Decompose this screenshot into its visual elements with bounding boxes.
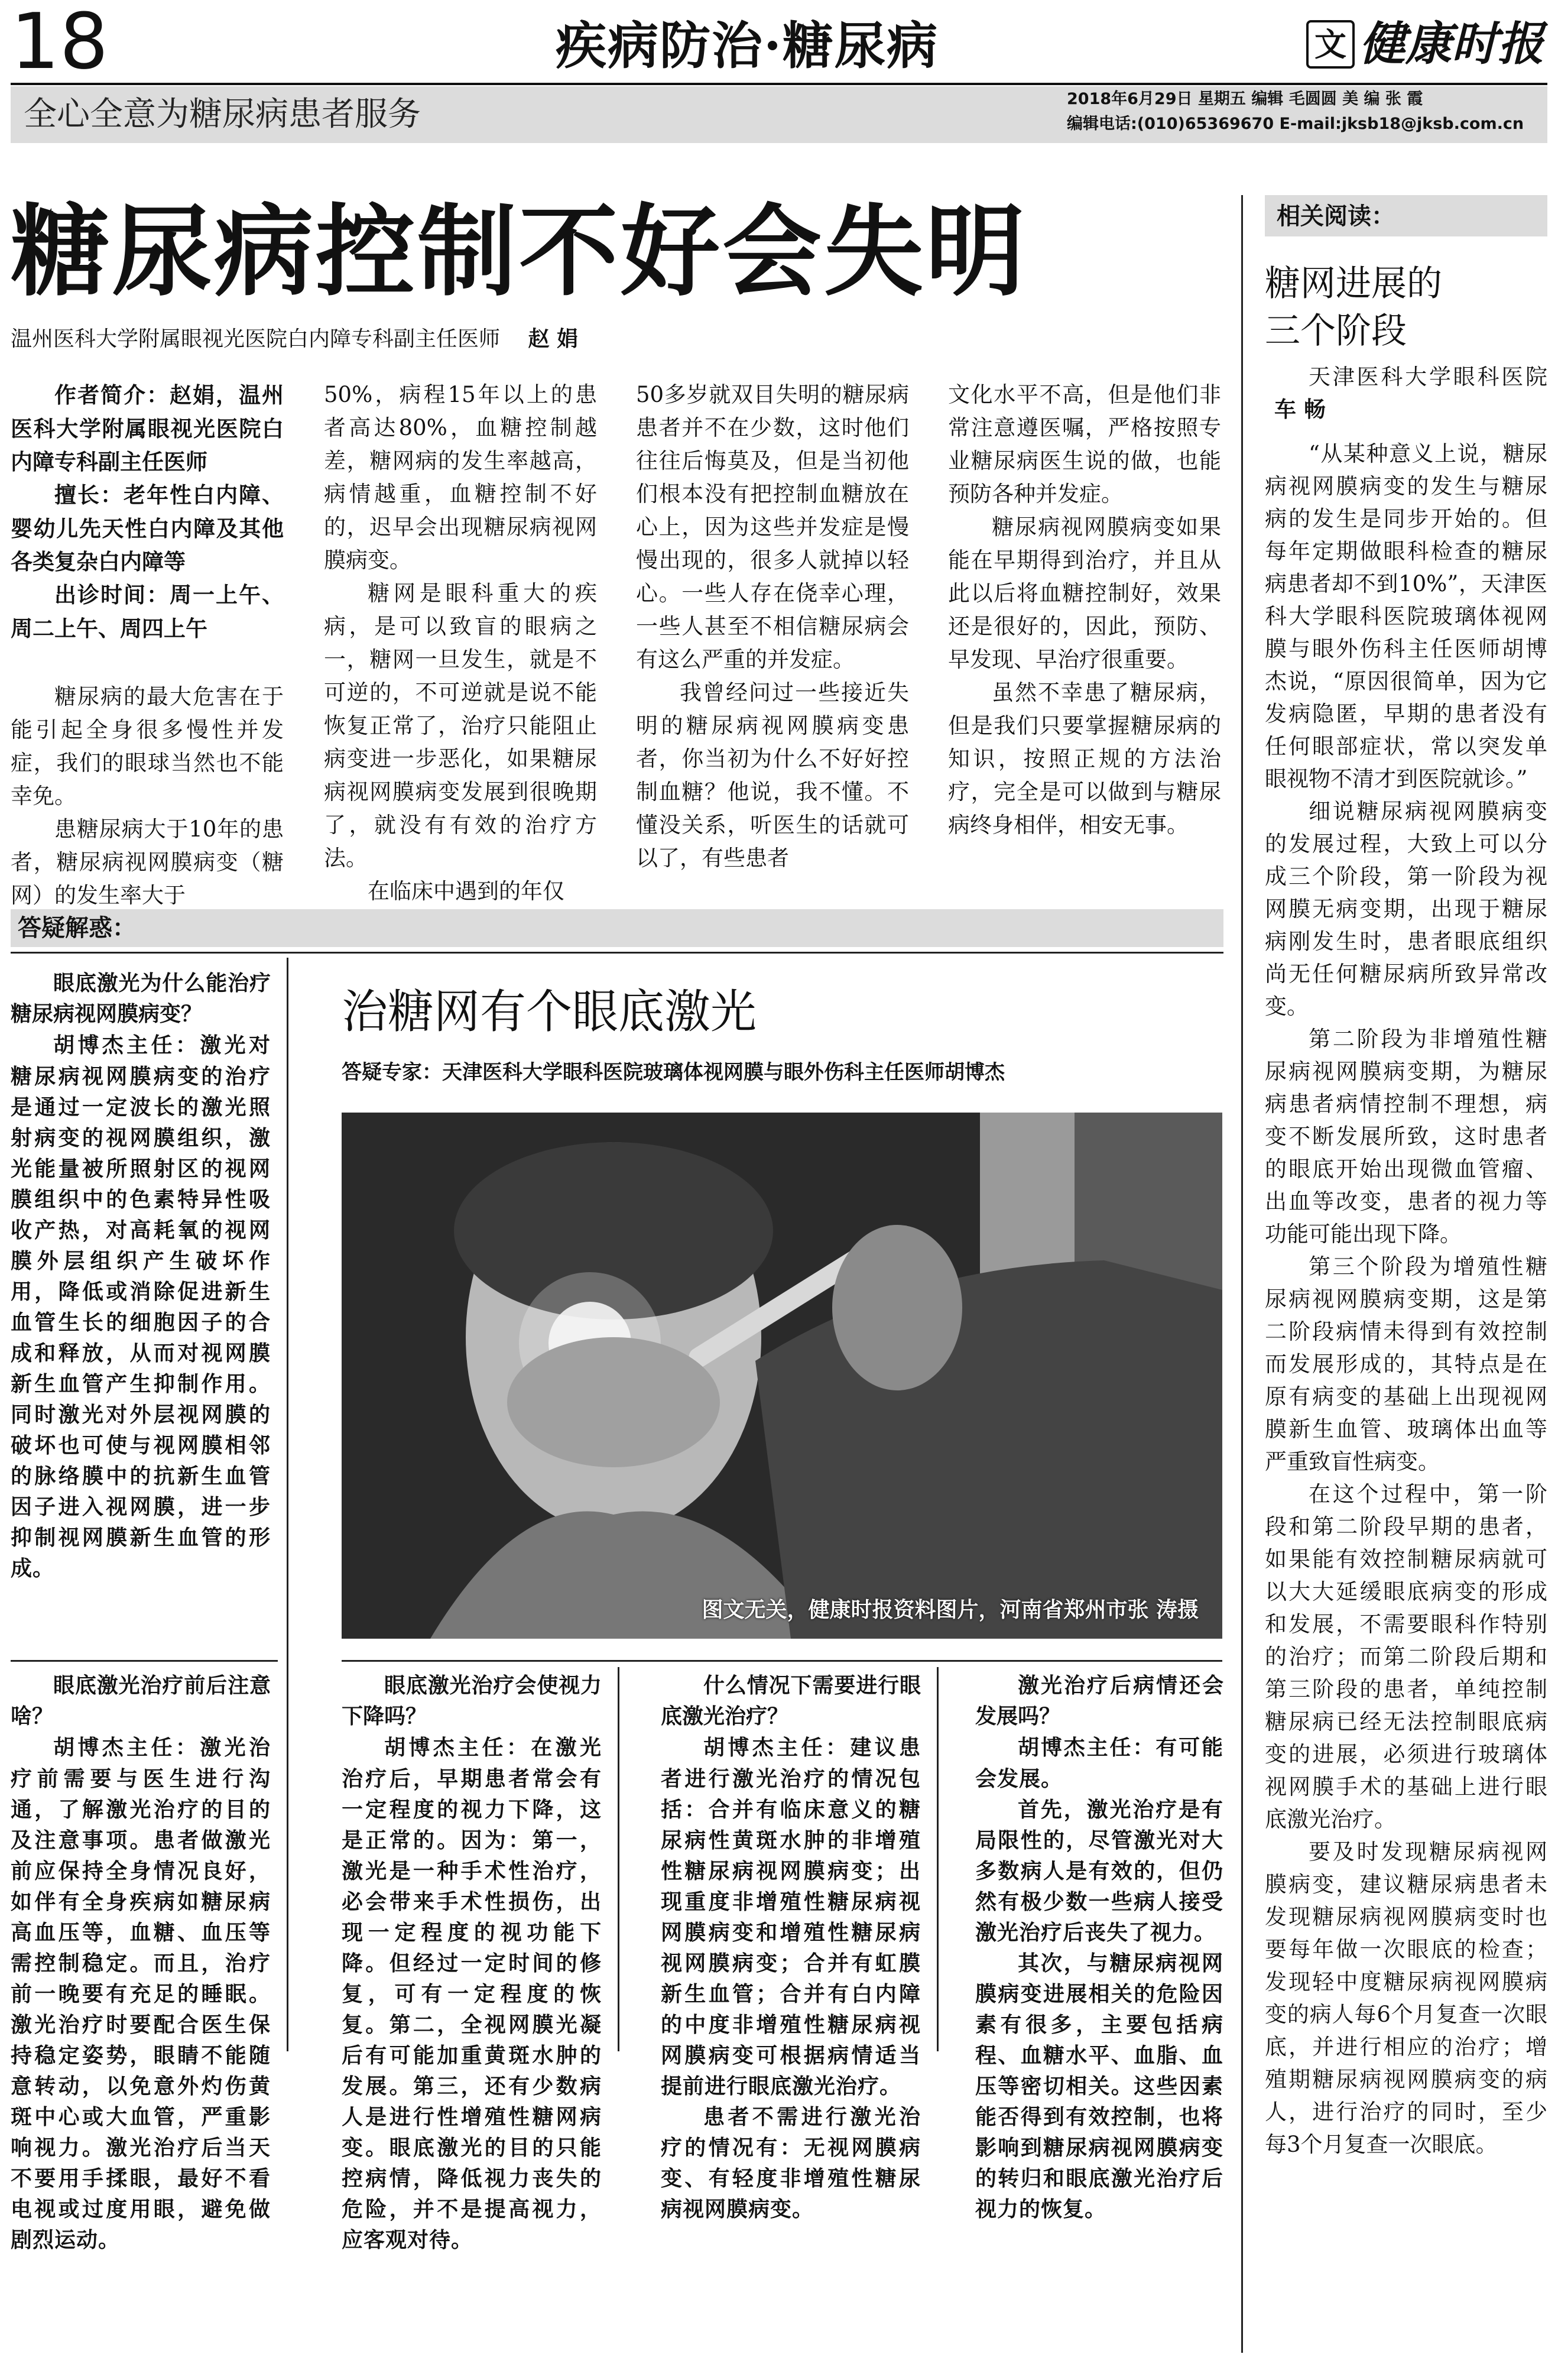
paragraph: 要及时发现糖尿病视网膜病变，建议糖尿病患者未发现糖尿病视网膜病变时也要每年做一次眼底的检查；发现轻中度糖尿病视网膜病变的病人每6个月复查一次眼底，并进行相应的治疗；增殖期糖尿病视网膜病变的病人，进行治疗的同时，至少每3个月复查一次眼底。	[1265, 1839, 1547, 2157]
question-2: 眼底激光治疗前后注意啥？	[11, 1674, 271, 1729]
qa-column-3	[342, 1671, 602, 2255]
article-column-1	[11, 378, 284, 912]
qa-rule	[342, 1660, 1222, 1662]
qa-banner: 答疑解惑：	[18, 915, 136, 942]
paragraph: 第三个阶段为增殖性糖尿病视网膜病变期，这是第二阶段病情未得到有效控制而发展形成的，其特点是在原有病变的基础上出现视网膜新生血管、玻璃体出血等严重致盲性病变。	[1265, 1254, 1547, 1474]
qa-column-4	[661, 1671, 921, 2225]
qa-column-5	[975, 1671, 1223, 2225]
sidebar-title: 糖网进展的三个阶段	[1265, 263, 1442, 352]
answer-3: 胡博杰主任：在激光治疗后，早期患者常会有一定程度的视力下降，这是正常的。因为：第一，激光是一种手术性治疗，必会带来手术性损伤，出现一定程度的视功能下降。但经过一定时间的修复，可有一定程度的恢复。第二，全视网膜光凝后有可能加重黄斑水肿的发展。第三，还有少数病人是进行性增殖性糖网病变。眼底激光的目的只能控病情，降低视力丧失的危险，并不是提高视力，应客观对待。	[342, 1735, 602, 2252]
qa-column-left-2	[11, 1671, 271, 2255]
question-4: 什么情况下需要进行眼底激光治疗？	[661, 1674, 921, 1729]
question-1: 眼底激光为什么能治疗糖尿病视网膜病变？	[11, 971, 271, 1026]
newspaper-logo	[1306, 18, 1554, 71]
paragraph: 在临床中遇到的年仅	[368, 878, 564, 904]
qa-top-rule	[11, 952, 1223, 954]
paragraph: 患糖尿病大于10年的患者，糖尿病视网膜病变（糖网）的发生率大于	[11, 816, 284, 908]
byline-name: 赵 娟	[528, 327, 579, 351]
article-column-4	[948, 378, 1221, 842]
answer-4: 胡博杰主任：建议患者进行激光治疗的情况包括：合并有临床意义的糖尿病性黄斑水肿的非增殖性糖尿病视网膜病变；出现重度非增殖性糖尿病视网膜病变和增殖性糖尿病视网膜病变；合并有虹膜新生血管；合并有白内障的中度非增殖性糖尿病视网膜病变可根据病情适当提前进行眼底激光治疗。	[661, 1735, 921, 2099]
qa-title: 治糖网有个眼底激光	[342, 985, 757, 1039]
answer-5b: 首先，激光治疗是有局限性的，尽管激光对大多数病人是有效的，但仍然有极少数一些病人接受激光治疗后丧失了视力。	[975, 1797, 1223, 1945]
qa-rule	[11, 1660, 278, 1662]
sidebar-divider	[1241, 195, 1243, 2353]
question-3: 眼底激光治疗会使视力下降吗？	[342, 1674, 602, 1729]
clinic-hours: 出诊时间：周一上午、周二上午、周四上午	[11, 582, 284, 641]
paragraph: 50多岁就双目失明的糖尿病患者并不在少数，这时他们往往后悔莫及，但是当初他们根本没有把控制血糖放在心上，因为这些并发症是慢慢出现的，很多人就掉以轻心。一些人存在侥幸心理，一些人甚至不相信糖尿病会有这么严重的并发症。	[636, 382, 909, 672]
paragraph: 糖尿病的最大危害在于能引起全身很多慢性并发症，我们的眼球当然也不能幸免。	[11, 684, 284, 809]
sidebar-author: 天津医科大学眼科医院 车 畅	[1274, 364, 1547, 422]
slogan: 全心全意为糖尿病患者服务	[24, 95, 421, 134]
answer-1: 胡博杰主任：激光对糖尿病视网膜病变的治疗是通过一定波长的激光照射病变的视网膜组织，激光能量被所照射区的视网膜组织中的色素特异性吸收产热，对高耗氧的视网膜外层组织产生破坏作用，降低或消除促进新生血管生长的细胞因子的合成和释放，从而对视网膜新生血管产生抑制作用。同时激光对外层视网膜的破坏也可使与视网膜相邻的脉络膜中的抗新生血管因子进入视网膜，进一步抑制视网膜新生血管的形成。	[11, 1033, 271, 1581]
paragraph: 第二阶段为非增殖性糖尿病视网膜病变期，为糖尿病患者病情控制不理想，病变不断发展所致，这时患者的眼底开始出现微血管瘤、出血等改变，患者的视力等功能可能出现下降。	[1265, 1026, 1547, 1247]
byline-affiliation: 温州医科大学附属眼视光医院白内障专科副主任医师	[11, 327, 501, 351]
qa-column-left	[11, 968, 271, 1584]
answer-2: 胡博杰主任：激光治疗前需要与医生进行沟通，了解激光治疗的目的及注意事项。患者做激光前应保持全身情况良好，如伴有全身疾病如糖尿病高血压等，血糖、血压等需控制稳定。而且，治疗前一晚要有充足的睡眠。激光治疗时要配合医生保持稳定姿势，眼睛不能随意转动，以免意外灼伤黄斑中心或大血管，严重影响视力。激光治疗后当天不要用手揉眼，最好不看电视或过度用眼，避免做剧烈运动。	[11, 1735, 271, 2252]
photo-scene-icon	[342, 1113, 1222, 1639]
section-title: 疾病防治·糖尿病	[556, 16, 939, 76]
qa-expert: 答疑专家：天津医科大学眼科医院玻璃体视网膜与眼外伤科主任医师胡博杰	[342, 1061, 1005, 1084]
paragraph: 细说糖尿病视网膜病变的发展过程，大致上可以分成三个阶段，第一阶段为视网膜无病变期，出现于糖尿病刚发生时，患者眼底组织尚无任何糖尿病所致异常改变。	[1265, 799, 1547, 1019]
logo-mark-icon: 文	[1306, 20, 1355, 69]
paragraph: 糖网是眼科重大的疾病，是可以致盲的眼病之一，糖网一旦发生，就是不可逆的，不可逆就是说不能恢复正常了，治疗只能阻止病变进一步恶化，如果糖尿病视网膜病变发展到很晚期了，就没有有效的治疗方法。	[324, 581, 597, 871]
paragraph: “从某种意义上说，糖尿病视网膜病变的发生与糖尿病的发生是同步开始的。但每年定期做眼科检查的糖尿病患者却不到10%”，天津医科大学眼科医院玻璃体视网膜与眼外伤科主任医师胡博杰说，“原因很简单，因为它发病隐匿，早期的患者没有任何眼部症状，常以突发单眼视物不清才到医院就诊。”	[1265, 441, 1547, 792]
sidebar-label: 相关阅读：	[1277, 203, 1395, 230]
qa-banner-bar	[11, 909, 1223, 947]
date-line: 2018年6月29日 星期五 编辑 毛圆圆 美 编 张 霞	[1067, 90, 1423, 108]
byline	[11, 325, 578, 354]
paragraph: 在这个过程中，第一阶段和第二阶段早期的患者，如果能有效控制糖尿病就可以大大延缓眼底病变的形成和发展，不需要眼科作特别的治疗；而第二阶段后期和第三阶段的患者，单纯控制糖尿病已经无法控制眼底病变的进展，必须进行玻璃体视网膜手术的基础上进行眼底激光治疗。	[1265, 1481, 1547, 1832]
answer-5: 胡博杰主任：有可能会发展。	[975, 1735, 1223, 1791]
paragraph: 我曾经问过一些接近失明的糖尿病视网膜病变患者，你当初为什么不好好控制血糖？他说，我不懂。不懂没关系，听医生的话就可以了，有些患者	[636, 680, 909, 871]
question-5: 激光治疗后病情还会发展吗？	[975, 1674, 1223, 1729]
contact-line: 编辑电话:(010)65369670 E-mail:jksb18@jksb.com.cn	[1067, 115, 1524, 133]
answer-5c: 其次，与糖尿病视网膜病变进展相关的危险因素有很多，主要包括病程、血糖水平、血脂、血压等密切相关。这些因素能否得到有效控制，也将影响到糖尿病视网膜病变的转归和眼底激光治疗后视力的恢复。	[975, 1951, 1223, 2222]
headline: 糖尿病控制不好会失明	[11, 193, 1027, 310]
paragraph: 糖尿病视网膜病变如果能在早期得到治疗，并且从此以后将血糖控制好，效果还是很好的，因此，预防、早发现、早治疗很重要。	[948, 514, 1221, 672]
column-divider	[287, 958, 288, 2051]
column-divider	[618, 1667, 619, 2051]
logo-text: 健康时报	[1359, 17, 1544, 71]
article-column-2	[324, 378, 597, 908]
author-specialty: 擅长：老年性白内障、婴幼儿先天性白内障及其他各类复杂白内障等	[11, 482, 284, 575]
sidebar-body	[1265, 361, 1547, 2161]
paragraph: 文化水平不高，但是他们非常注意遵医嘱，严格按照专业糖尿病医生说的做，也能预防各种并发症。	[948, 382, 1221, 507]
article-photo	[342, 1113, 1222, 1639]
paragraph: 虽然不幸患了糖尿病，但是我们只要掌握糖尿病的知识，按照正规的方法治疗，完全是可以做到与糖尿病终身相伴，相安无事。	[948, 680, 1221, 838]
photo-caption: 图文无关，健康时报资料图片，河南省郑州市张 涛摄	[702, 1598, 1199, 1622]
header-rule	[11, 83, 1547, 85]
column-divider	[937, 1667, 939, 2051]
paragraph: 50%，病程15年以上的患者高达80%，血糖控制越差，糖网病的发生率越高，病情越重，血糖控制不好的，迟早会出现糖尿病视网膜病变。	[324, 382, 597, 573]
author-intro: 作者简介：赵娟，温州医科大学附属眼视光医院白内障专科副主任医师	[11, 382, 284, 475]
answer-4b: 患者不需进行激光治疗的情况有：无视网膜病变、有轻度非增殖性糖尿病视网膜病变。	[661, 2105, 921, 2222]
article-column-3	[636, 378, 909, 875]
page-number: 18	[11, 0, 109, 86]
